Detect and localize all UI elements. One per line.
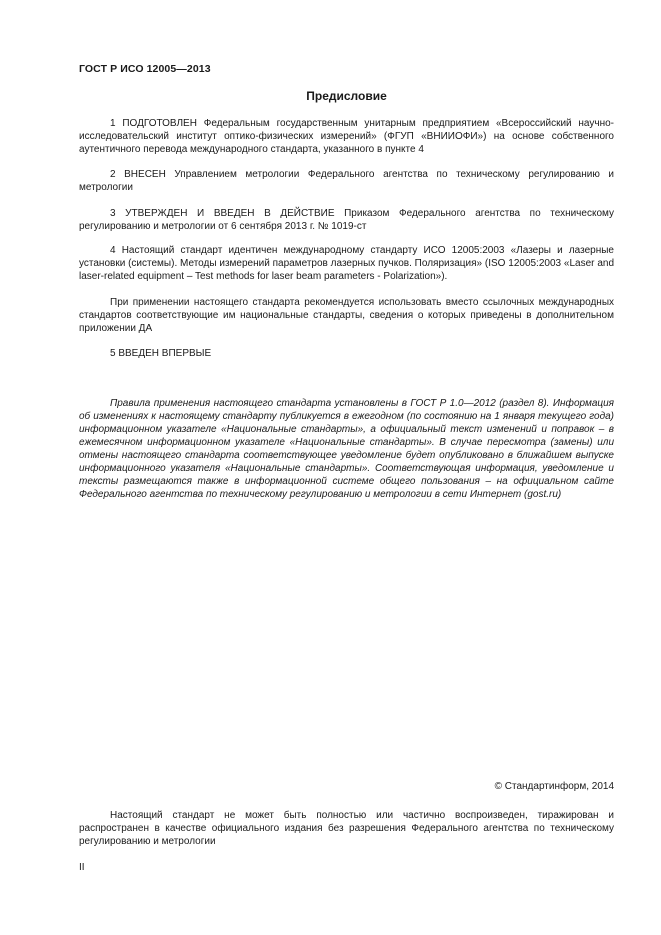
item-approved: 3 УТВЕРЖДЕН И ВВЕДЕН В ДЕЙСТВИЕ Приказом Федерального агентства по техническому регулированию и метрологии от 6 сентября 2013 г. № 1019-ст	[79, 208, 614, 232]
item-introduced: 2 ВНЕСЕН Управлением метрологии Федерального агентства по техническому регулированию и метрологии	[79, 169, 614, 193]
page-title: Предисловие	[306, 89, 387, 103]
standard-code: ГОСТ Р ИСО 12005—2013	[79, 63, 211, 75]
rules-notice: Правила применения настоящего стандарта установлены в ГОСТ Р 1.0—2012 (раздел 8). Информация об изменениях к настоящему стандарту публикуется в ежегодном (по состоянию на 1 января текущего года) информационном указателе «Национальные стандарты», а официальный текст изменений и поправок – в ежемесячном информационном указателе «Национальные стандарты». В случае пересмотра (замены) или отмены настоящего стандарта соответствующее уведомление будет опубликовано в ближайшем выпуске информационного указателя «Национальные стандарты». Соответствующая информация, уведомление и тексты размещаются также в информационной системе общего пользования – на официальном сайте Федерального агентства по техническому регулированию и метрологии в сети Интернет (gost.ru)	[79, 398, 614, 500]
reproduction-notice: Настоящий стандарт не может быть полностью или частично воспроизведен, тиражирован и распространен в качестве официального издания без разрешения Федерального агентства по техническому регулированию и метрологии	[79, 810, 614, 847]
copyright: © Стандартинформ, 2014	[494, 781, 614, 792]
item-identical: 4 Настоящий стандарт идентичен международному стандарту ИСО 12005:2003 «Лазеры и лазерные установки (системы). Методы измерений параметров лазерных пучков. Поляризация» (ISO 12005:2003 «Laser and laser-related equipment – Test methods for laser beam parameters - Polarization»).	[79, 245, 614, 282]
item-first-introduced: 5 ВВЕДЕН ВПЕРВЫЕ	[110, 348, 212, 359]
page-number: II	[79, 862, 85, 873]
item-identical-note: При применении настоящего стандарта рекомендуется использовать вместо ссылочных международных стандартов соответствующие им национальные стандарты, сведения о которых приведены в дополнительном приложении ДА	[79, 297, 614, 334]
item-prepared: 1 ПОДГОТОВЛЕН Федеральным государственным унитарным предприятием «Всероссийский научно-исследовательский институт оптико-физических измерений» (ФГУП «ВНИИОФИ») на основе собственного аутентичного перевода международного стандарта, указанного в пункте 4	[79, 118, 614, 155]
